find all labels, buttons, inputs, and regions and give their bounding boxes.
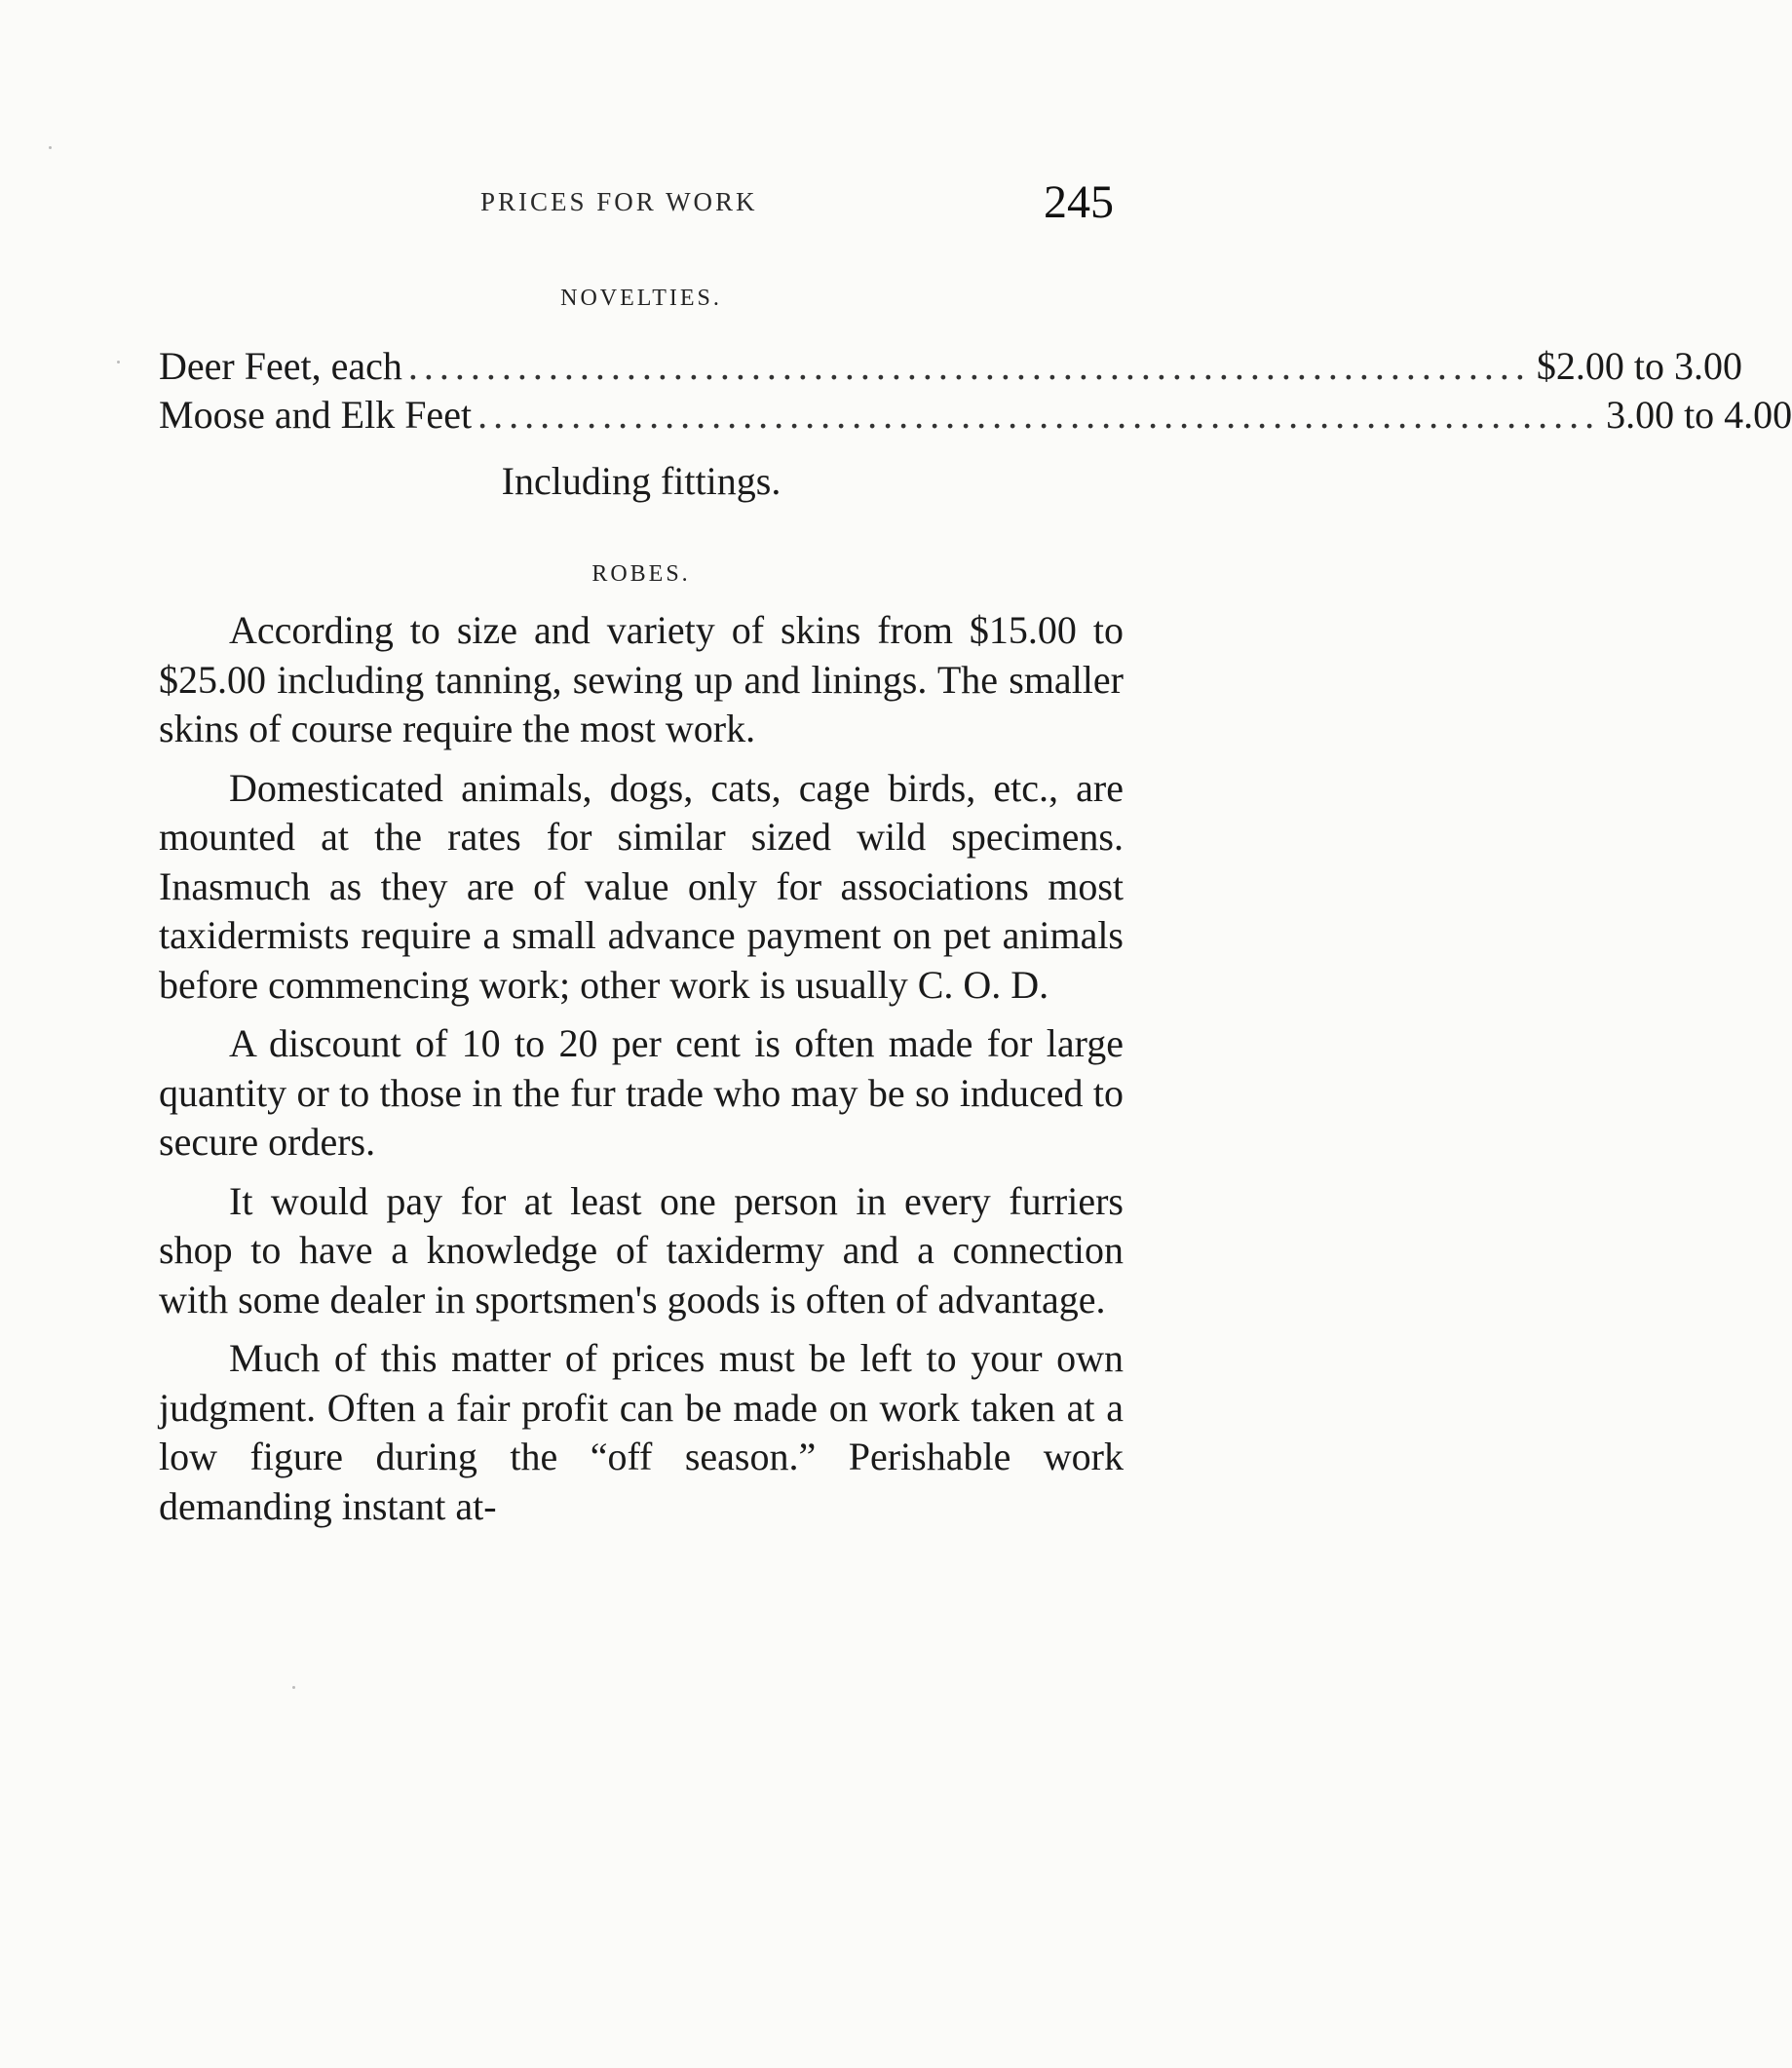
novelties-heading: NOVELTIES. xyxy=(560,286,722,311)
running-head-title: PRICES FOR WORK xyxy=(480,187,758,216)
price-row-label: Moose and Elk Feet xyxy=(159,393,473,437)
paragraph: Domesticated animals, dogs, cats, cage birds, etc., are mounted at the rates for similar sized wild specimens. Inasmuch as they are of value only for associations most taxidermists require a small advance payment on pet animals before commencing work; other work is usually C. O. D. xyxy=(159,765,1124,1007)
novelties-note: Including fittings. xyxy=(501,459,782,503)
paragraph: It would pay for at least one person in every furriers shop to have a knowledge of taxidermy and a connection with some dealer in sportsmen's goods is often of advantage. xyxy=(159,1178,1124,1321)
running-head xyxy=(159,176,1124,242)
paragraph: Much of this matter of prices must be left to your own judgment. Often a fair profit can be made on work taken at a low figure during the “off season.” Perishable work demanding instant at- xyxy=(159,1336,1124,1528)
novelties-price-list xyxy=(159,343,1792,440)
paragraph: According to size and variety of skins from $15.00 to $25.00 including tanning, sewing up and linings. The smaller skins of course require the most work. xyxy=(159,608,1124,750)
price-row-label: Deer Feet, each xyxy=(159,344,402,388)
robes-heading: ROBES. xyxy=(591,561,691,587)
paragraph: A discount of 10 to 20 per cent is often made for large quantity or to those in the fur trade who may be so induced to secure orders. xyxy=(159,1021,1124,1164)
robes-body xyxy=(159,606,1124,1541)
price-row-value: 3.00 to 4.00 xyxy=(1606,393,1792,437)
dot-leader: ........................................................................ xyxy=(477,393,1601,437)
paper-speck xyxy=(49,146,52,149)
price-row xyxy=(159,343,1742,392)
price-row-value: $2.00 to 3.00 xyxy=(1536,344,1742,388)
paper-speck xyxy=(117,361,120,364)
paper-speck xyxy=(292,1686,295,1689)
dot-leader: ........................................................................ xyxy=(407,344,1531,388)
price-row xyxy=(159,392,1792,440)
page-number: 245 xyxy=(1044,176,1114,228)
